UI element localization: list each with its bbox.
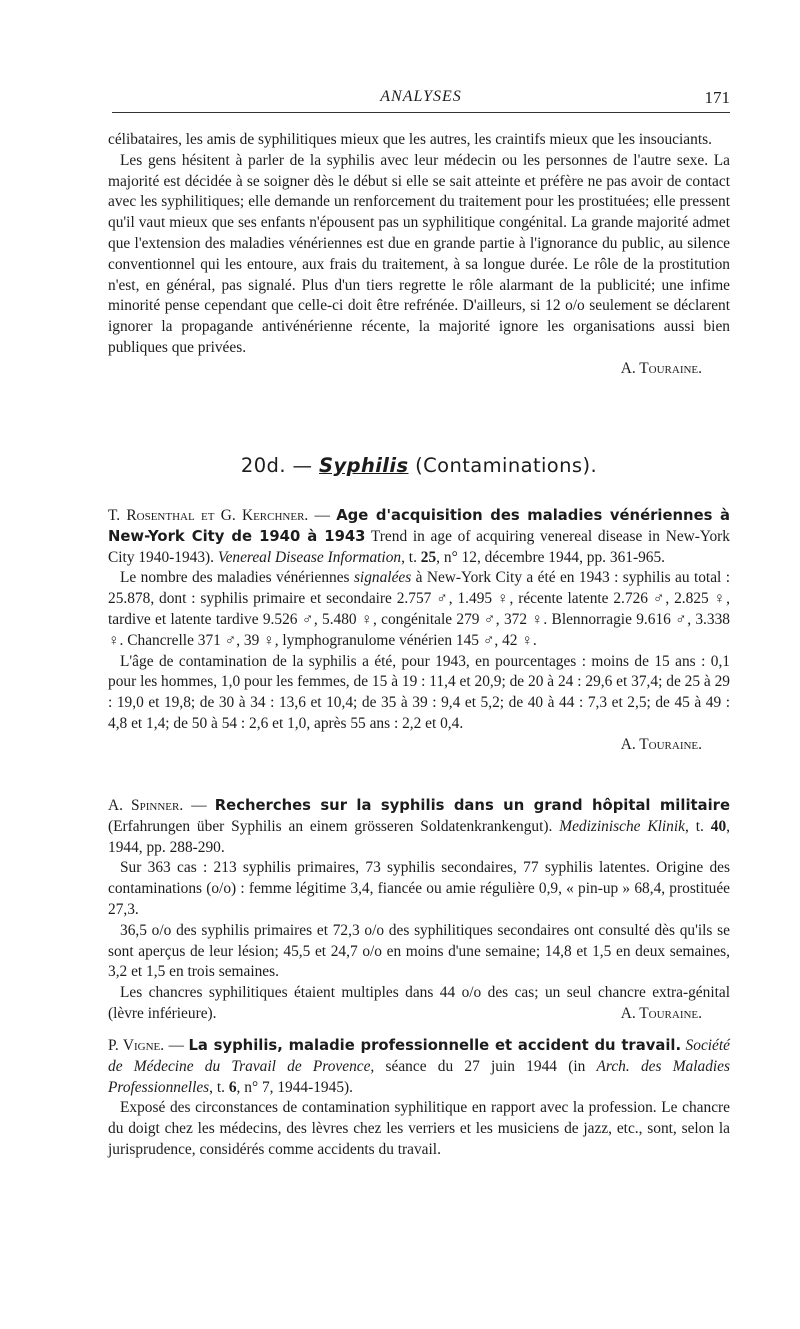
entry-1-title: Age d'acquisition des maladies vénériennes à New-York City de 1940 à 1943	[108, 507, 731, 545]
entry-1-authors: T. Rosenthal et G. Kerchner.	[108, 507, 309, 524]
entry-2-translation: (Erfahrungen über Syphilis an einem grösseren Soldatenkrankengut).	[108, 817, 560, 835]
header-rule	[112, 112, 730, 113]
entry-2-paragraph-1: Sur 363 cas : 213 syphilis primaires, 73 syphilis secondaires, 77 syphilis latentes. Origine des contaminations (o/o) : femme légitime 3,4, fiancée ou amie régulière 0,9, « pin-up » 68,4, prostituée 27,3.	[108, 859, 730, 918]
running-header	[112, 86, 730, 112]
entry-3-dash: —	[164, 1037, 189, 1054]
entry-1-para1-em: signalées	[353, 569, 412, 587]
intro-signature: A. Touraine.	[620, 359, 702, 377]
entry-1-paragraph-1	[108, 568, 730, 651]
entry-2-para3-text: Les chancres syphilitiques étaient multiples dans 44 o/o des cas; un seul chancre extra-génital (lèvre inférieure).	[108, 984, 730, 1022]
entry-3-journal-2: Arch. des Maladies Professionnelles	[108, 1057, 730, 1096]
intro-block	[108, 130, 730, 380]
entry-1-para1-a: Le nombre des maladies vénériennes	[120, 569, 354, 587]
entry-1-signature: A. Touraine.	[620, 735, 702, 753]
entry-3-citation-c: , n° 7, 1944-1945).	[236, 1078, 353, 1096]
entry-2-title: Recherches sur la syphilis dans un grand hôpital militaire	[214, 797, 730, 814]
entry-3-reference	[108, 1036, 730, 1098]
running-title: ANALYSES	[380, 88, 462, 105]
entry-1-dash: —	[308, 507, 337, 524]
section-number: 20d. —	[240, 454, 313, 477]
entry-2-paragraph-2: 36,5 o/o des syphilis primaires et 72,3 o/o des syphilitiques secondaires ont consulté dès qu'ils se sont aperçus de leur lésion; 45,5 et 24,7 o/o en moins d'une semaine; 14,8 et 1,5 en deux semaines, 3,2 et 1,5 en trois semaines.	[108, 921, 730, 981]
entry-2-journal: Medizinische Klinik	[559, 817, 685, 835]
intro-paragraph-2: Les gens hésitent à parler de la syphilis avec leur médecin ou les personnes de l'autre sexe. La majorité est décidée à se soigner dès le début si elle se sait atteinte et préfère ne pas avoir de contact avec les syphilitiques; elle demande un renforcement du traitement pour les prostituées; elle pressent qu'il vaut mieux que ses enfants n'épousent pas un syphilitique congénital. La grande majorité admet que l'extension des maladies vénériennes est due en grande partie à l'ignorance du public, au silence conventionnel qui les entoure, aux frais du traitement, à sa longue durée. Le rôle de la prostitution n'est, en général, pas signalé. Plus d'un tiers regrette le rôle alarmant de la publicité; une infime minorité pense cependant que celle-ci doit être refrénée. D'ailleurs, si 12 o/o seulement se déclarent ignorer la propagande antivénérienne récente, la majorité ignore les organisations aussi bien publiques que privées.	[108, 151, 730, 356]
entry-2-signature: A. Touraine.	[620, 1004, 702, 1022]
intro-paragraph-1: célibataires, les amis de syphilitiques mieux que les autres, les craintifs mieux que les insouciants.	[108, 131, 712, 148]
entry-rosenthal	[108, 506, 730, 756]
entry-1-citation-b: , n° 12, décembre 1944, pp. 361-965.	[436, 548, 666, 566]
entry-2-dash: —	[183, 797, 215, 814]
entry-3-citation-b: , t.	[209, 1078, 229, 1096]
entry-2-paragraph-3	[108, 983, 730, 1025]
entry-1-volume: 25	[420, 548, 437, 566]
entry-spinner	[108, 796, 730, 1025]
entry-2-volume: 40	[710, 817, 727, 835]
entry-vigne	[108, 1036, 730, 1161]
entry-1-paragraph-2: L'âge de contamination de la syphilis a été, pour 1943, en pourcentages : moins de 15 ans : 0,1 pour les hommes, 1,0 pour les femmes, de 15 à 19 : 11,4 et 20,9; de 20 à 24 : 29,6 et 37,4; de 25 à 29 : 19,0 et 19,8; de 30 à 34 : 13,6 et 10,4; de 35 à 39 : 9,4 et 5,2; de 40 à 44 : 7,3 et 2,5; de 45 à 49 : 4,8 et 1,4; de 50 à 54 : 2,6 et 1,0, après 55 ans : 2,2 et 0,4.	[108, 652, 730, 732]
entry-2-citation-b: , 1944, pp. 288-290.	[108, 817, 730, 856]
entry-3-paragraph-1: Exposé des circonstances de contamination syphilitique en rapport avec la profession. Le chancre du doigt chez les médecins, des lèvres chez les verriers et les musiciens de jazz, etc., sont, selon la jurisprudence, considérés comme accidents du travail.	[108, 1099, 730, 1158]
section-topic: Syphilis	[319, 454, 409, 477]
entry-3-volume: 6	[228, 1078, 237, 1096]
entry-3-authors: P. Vigne.	[108, 1037, 165, 1054]
entry-1-translation: Trend in age of acquiring venereal disease in New-York City 1940-1943).	[108, 527, 730, 566]
entry-1-reference	[108, 506, 730, 568]
section-subtitle: (Contaminations).	[415, 454, 598, 477]
page-number: 171	[704, 88, 730, 107]
section-heading	[108, 454, 730, 477]
entry-2-authors: A. Spinner.	[108, 797, 184, 814]
entry-1-journal: Venereal Disease Information	[217, 548, 402, 566]
entry-3-journal: Société de Médecine du Travail de Provence,	[108, 1037, 730, 1075]
entry-2-citation-a: , t.	[684, 817, 711, 835]
entry-3-citation-a: séance du 27 juin 1944 (in	[374, 1057, 597, 1075]
entry-1-citation-a: , t.	[401, 548, 421, 566]
entry-2-reference	[108, 796, 730, 858]
entry-3-title: La syphilis, maladie professionnelle et accident du travail.	[188, 1037, 682, 1054]
entry-1-para1-b: à New-York City a été en 1943 : syphilis au total : 25.878, dont : syphilis primaire et secondaire 2.757 ♂, 1.495 ♀, récente latente 2.726 ♂, 2.825 ♀, tardive et latente tardive 9.526 ♂, 5.480 ♀, congénitale 279 ♂, 372 ♀. Blennorragie 9.616 ♂, 3.338 ♀. Chancrelle 371 ♂, 39 ♀, lymphogranulome vénérien 145 ♂, 42 ♀.	[108, 569, 730, 649]
